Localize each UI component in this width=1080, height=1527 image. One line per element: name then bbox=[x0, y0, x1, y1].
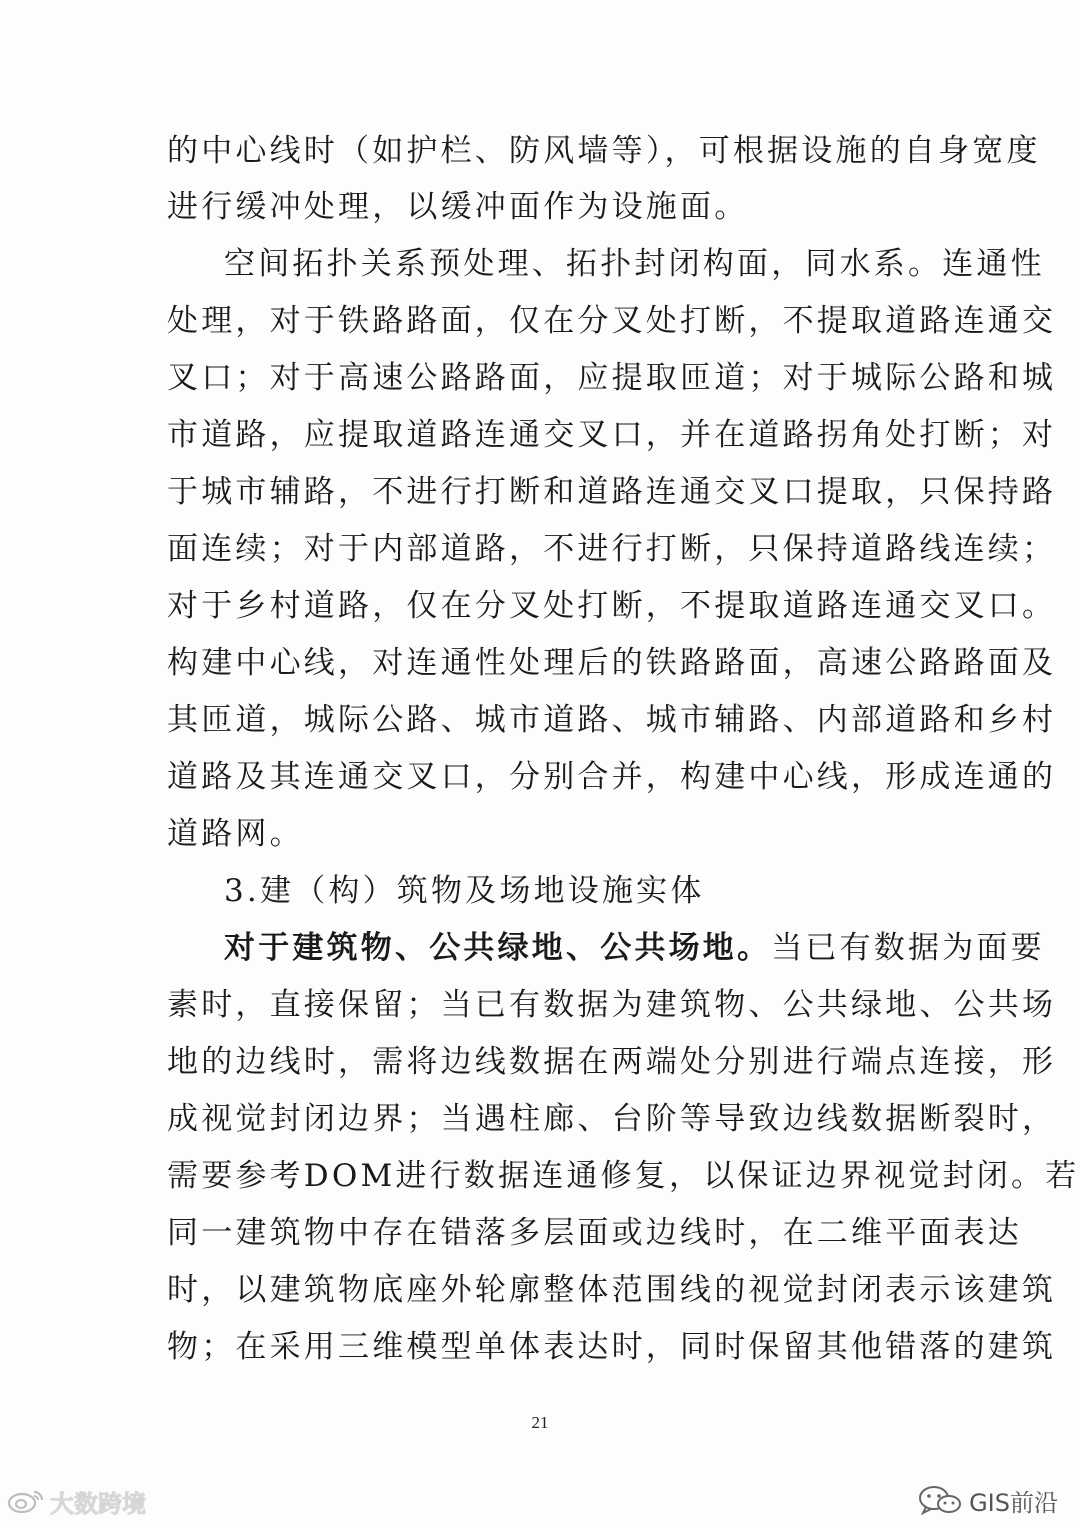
text-line: 构建中心线，对连通性处理后的铁路路面，高速公路路面及 bbox=[167, 645, 1057, 681]
paragraph-first-line bbox=[224, 928, 1045, 968]
text-line: 需要参考DOM进行数据连通修复，以保证边界视觉封闭。若 bbox=[167, 1158, 1080, 1194]
text-line: 处理，对于铁路路面，仅在分叉处打断，不提取道路连通交 bbox=[167, 303, 1057, 339]
text-line: 时，以建筑物底座外轮廓整体范围线的视觉封闭表示该建筑 bbox=[167, 1272, 1057, 1308]
page-number: 21 bbox=[531, 1413, 549, 1432]
text-line: 进行缓冲处理，以缓冲面作为设施面。 bbox=[167, 189, 749, 225]
text-line: 同一建筑物中存在错落多层面或边线时，在二维平面表达 bbox=[167, 1215, 1022, 1251]
bold-lead: 对于建筑物、公共绿地、公共场地。 bbox=[224, 930, 772, 966]
weibo-icon bbox=[6, 1488, 46, 1514]
watermark-right bbox=[917, 1482, 1058, 1518]
watermark-left bbox=[6, 1486, 146, 1516]
text-line: 道路及其连通交叉口，分别合并，构建中心线，形成连通的 bbox=[167, 759, 1057, 795]
text-line: 道路网。 bbox=[167, 816, 304, 852]
text-line: 对于乡村道路，仅在分叉处打断，不提取道路连通交叉口。 bbox=[167, 588, 1057, 624]
text-line: 的中心线时（如护栏、防风墙等），可根据设施的自身宽度 bbox=[167, 133, 1041, 169]
text-line: 物；在采用三维模型单体表达时，同时保留其他错落的建筑 bbox=[167, 1329, 1057, 1365]
text-line: 其匝道，城际公路、城市道路、城市辅路、内部道路和乡村 bbox=[167, 702, 1057, 738]
section-heading: 3.建（构）筑物及场地设施实体 bbox=[224, 873, 705, 909]
text-run: 当已有数据为面要 bbox=[771, 930, 1045, 966]
watermark-left-text: 大数跨境 bbox=[50, 1489, 146, 1518]
text-line: 于城市辅路，不进行打断和道路连通交叉口提取，只保持路 bbox=[167, 474, 1057, 510]
text-line: 地的边线时，需将边线数据在两端处分别进行端点连接，形 bbox=[167, 1044, 1057, 1080]
wechat-icon bbox=[917, 1485, 963, 1515]
paragraph-first-line: 空间拓扑关系预处理、拓扑封闭构面，同水系。连通性 bbox=[224, 246, 1045, 282]
text-line: 面连续；对于内部道路，不进行打断，只保持道路线连续； bbox=[167, 531, 1057, 567]
text-line: 叉口；对于高速公路路面，应提取匝道；对于城际公路和城 bbox=[167, 360, 1057, 396]
text-line: 成视觉封闭边界；当遇柱廊、台阶等导致边线数据断裂时， bbox=[167, 1101, 1057, 1137]
watermark-right-text: GIS前沿 bbox=[969, 1488, 1058, 1517]
text-line: 素时，直接保留；当已有数据为建筑物、公共绿地、公共场 bbox=[167, 987, 1057, 1023]
text-line: 市道路，应提取道路连通交叉口，并在道路拐角处打断；对 bbox=[167, 417, 1057, 453]
